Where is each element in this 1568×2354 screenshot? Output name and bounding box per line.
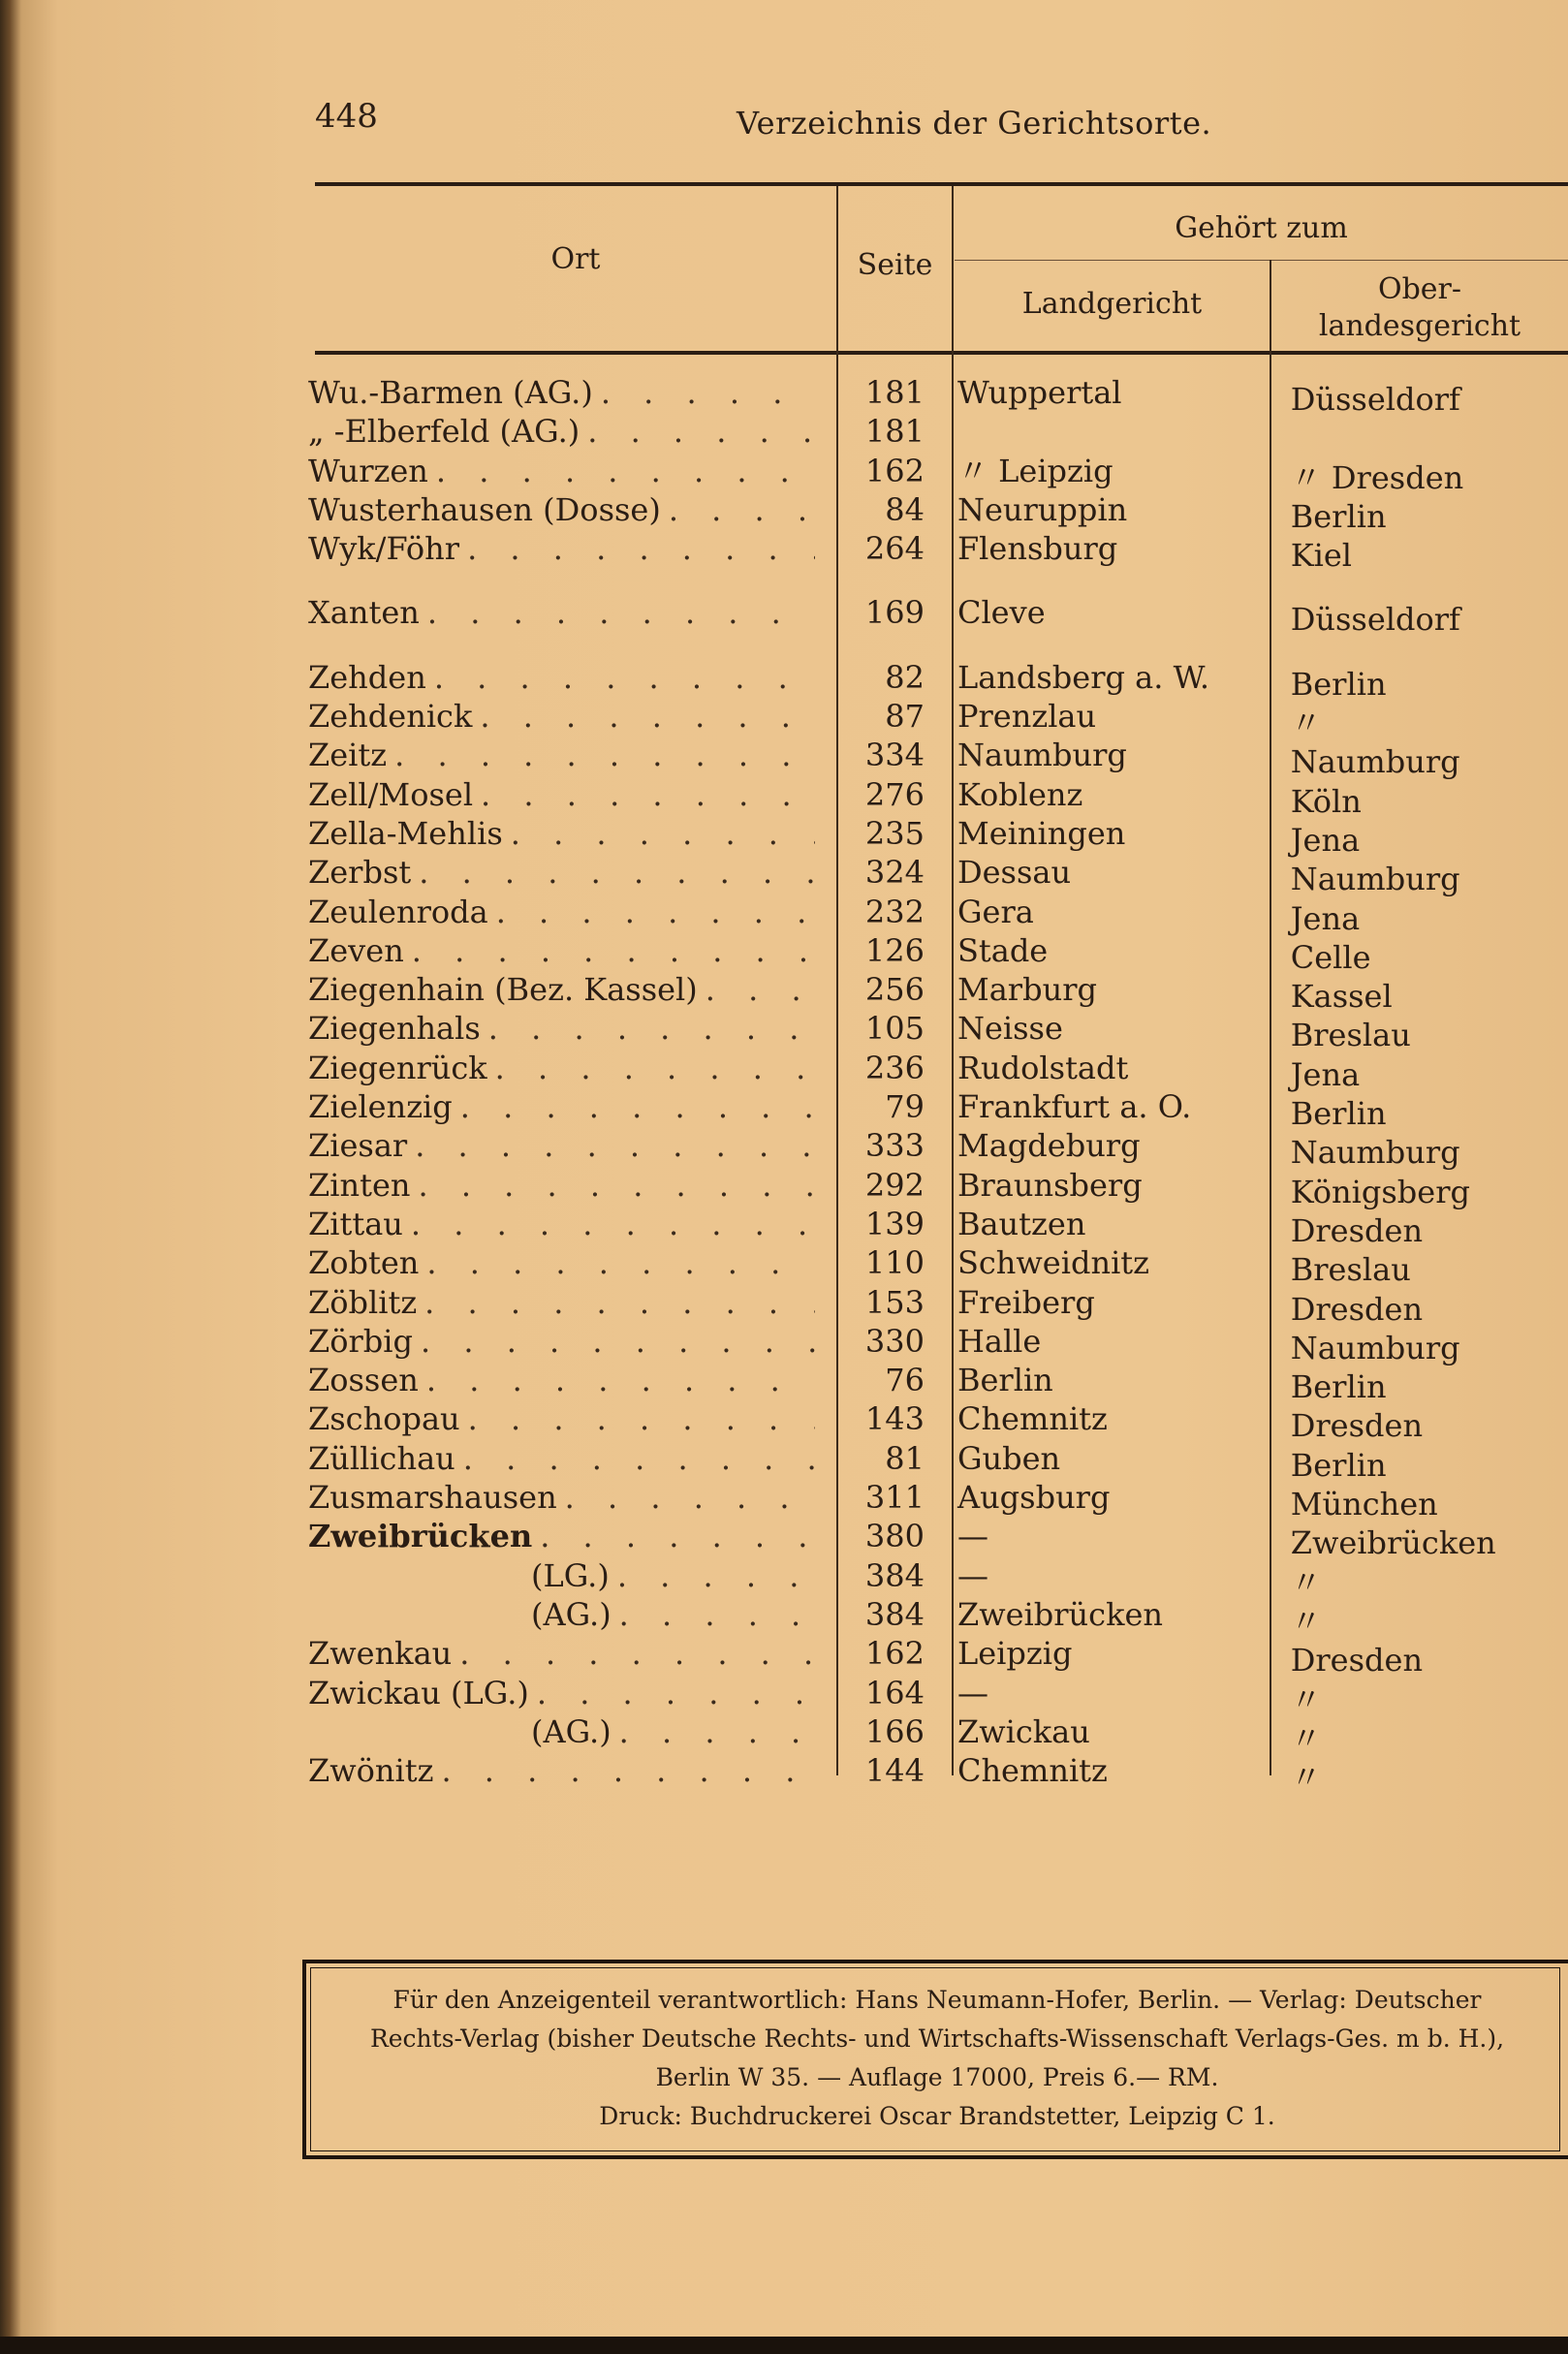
cell-oberlandesgericht: München	[1290, 1486, 1438, 1523]
cell-oberlandesgericht	[1273, 419, 1568, 457]
cell-seite: 169	[864, 594, 925, 632]
cell-ort	[308, 1712, 815, 1751]
letter-group-z	[308, 658, 1568, 1797]
place-name: Wu.-Barmen (AG.)	[308, 374, 593, 411]
place-name: (AG.)	[531, 1712, 612, 1750]
dot-leader	[495, 1049, 816, 1087]
cell-seite: 384	[864, 1595, 925, 1633]
table-row	[308, 1205, 1568, 1249]
table-row	[308, 1439, 1568, 1484]
table-row	[308, 658, 1568, 703]
table-row	[308, 1399, 1568, 1445]
cell-oberlandesgericht: Berlin	[1290, 497, 1387, 535]
cell-oberlandesgericht: Kassel	[1290, 978, 1393, 1016]
cell-landgericht: Landsberg a. W.	[956, 658, 1210, 696]
cell-ort	[308, 1517, 815, 1555]
cell-ort	[308, 775, 815, 814]
cell-seite: 105	[864, 1010, 925, 1048]
cell-ort	[308, 814, 815, 853]
cell-seite: 162	[864, 452, 925, 489]
place-name: Zeulenroda	[308, 893, 488, 930]
dot-leader	[488, 1009, 815, 1048]
imprint-box	[302, 1960, 1568, 2159]
cell-seite: 384	[864, 1556, 925, 1594]
cell-oberlandesgericht: Dresden	[1290, 1290, 1424, 1328]
dot-leader	[394, 736, 815, 774]
cell-landgericht: Koblenz	[956, 775, 1083, 813]
table-row	[308, 373, 1568, 418]
cell-ort	[308, 452, 815, 490]
cell-landgericht: Cleve	[956, 594, 1046, 632]
page-number: 448	[315, 97, 378, 136]
cell-landgericht: Neuruppin	[956, 490, 1128, 528]
cell-landgericht: —	[956, 1518, 988, 1555]
place-name: Zörbig	[308, 1322, 413, 1360]
cell-ort	[308, 893, 815, 931]
table-row	[308, 697, 1568, 742]
cell-landgericht: Bautzen	[956, 1205, 1086, 1242]
dot-leader	[460, 1087, 815, 1126]
cell-oberlandesgericht: Berlin	[1290, 1446, 1387, 1484]
cell-oberlandesgericht: Berlin	[1290, 665, 1387, 703]
cell-seite: 87	[885, 698, 925, 736]
cell-oberlandesgericht: Kiel	[1290, 537, 1353, 575]
cell-seite: 256	[864, 971, 925, 1009]
dot-leader	[617, 1556, 815, 1595]
dot-leader	[480, 697, 815, 736]
table-row	[308, 814, 1568, 859]
cell-oberlandesgericht: Dresden	[1290, 1407, 1424, 1445]
cell-landgericht: Gera	[956, 893, 1034, 930]
header-bottom-rule	[315, 351, 1568, 355]
cell-seite: 330	[864, 1322, 925, 1360]
table-row	[308, 893, 1568, 937]
cell-oberlandesgericht: 〃	[1290, 1680, 1322, 1718]
cell-landgericht: Neisse	[956, 1010, 1063, 1048]
header-ort: Ort	[550, 242, 601, 276]
cell-seite: 334	[864, 737, 925, 774]
place-name: Ziegenhain (Bez. Kassel)	[308, 971, 698, 1009]
table-row	[308, 736, 1568, 781]
place-name: Zweibrücken	[308, 1518, 533, 1555]
header-ober-line2: landesgericht	[1318, 309, 1521, 343]
table-row	[308, 931, 1568, 976]
place-name: Züllichau	[308, 1439, 455, 1477]
dot-leader	[463, 1439, 815, 1478]
dot-leader	[540, 1517, 815, 1555]
cell-ort	[308, 853, 815, 892]
table-row	[308, 1478, 1568, 1523]
cell-seite: 110	[864, 1244, 925, 1282]
place-name: Zwenkau	[308, 1635, 453, 1673]
cell-seite: 76	[885, 1362, 925, 1399]
dot-leader	[427, 593, 815, 632]
dot-leader	[468, 1399, 816, 1438]
cell-seite: 84	[885, 490, 925, 528]
cell-oberlandesgericht: Köln	[1290, 782, 1362, 820]
cell-landgericht: Augsburg	[956, 1479, 1111, 1517]
cell-ort	[308, 658, 815, 697]
table-row	[308, 1126, 1568, 1172]
place-name: Wyk/Föhr	[308, 530, 460, 568]
cell-seite: 264	[864, 530, 925, 568]
table-row	[308, 1634, 1568, 1679]
gehoert-zum-rule	[955, 260, 1568, 261]
header-gehoert-zum: Gehört zum	[1175, 211, 1348, 245]
cell-oberlandesgericht: Jena	[1290, 1055, 1361, 1093]
imprint-line: Für den Anzeigenteil verantwortlich: Hans Neumann-Hofer, Berlin. — Verlag: Deutscher	[392, 1986, 1482, 2014]
place-name: Zittau	[308, 1205, 403, 1242]
cell-landgericht: Marburg	[956, 971, 1097, 1009]
cell-seite: 333	[864, 1127, 925, 1165]
place-name: Zehden	[308, 658, 426, 696]
cell-landgericht: Schweidnitz	[956, 1244, 1150, 1282]
cell-seite: 79	[885, 1088, 925, 1126]
cell-seite: 143	[864, 1400, 925, 1438]
cell-ort	[308, 1399, 815, 1438]
place-name: Zwönitz	[308, 1752, 434, 1790]
cell-oberlandesgericht: Naumburg	[1290, 1329, 1460, 1366]
cell-landgericht: Berlin	[956, 1362, 1053, 1399]
cell-oberlandesgericht: Breslau	[1290, 1017, 1411, 1054]
dot-leader	[619, 1712, 816, 1751]
cell-oberlandesgericht: Naumburg	[1290, 861, 1460, 898]
dot-leader	[426, 1243, 815, 1282]
table-row	[308, 970, 1568, 1016]
cell-seite: 276	[864, 775, 925, 813]
cell-ort	[308, 1243, 815, 1282]
cell-ort	[308, 1361, 815, 1399]
place-name: Ziegenhals	[308, 1010, 481, 1048]
cell-oberlandesgericht: Naumburg	[1290, 1134, 1460, 1172]
cell-seite: 162	[864, 1635, 925, 1673]
dot-leader	[412, 931, 815, 970]
dot-leader	[419, 853, 815, 892]
cell-seite: 324	[864, 854, 925, 892]
cell-seite: 144	[864, 1752, 925, 1790]
header-seite: Seite	[857, 248, 933, 282]
table-row	[308, 1556, 1568, 1601]
table-row	[308, 1517, 1568, 1562]
table-body	[308, 373, 1568, 1797]
cell-landgericht: Rudolstadt	[956, 1049, 1129, 1086]
place-name: Zell/Mosel	[308, 775, 474, 813]
cell-oberlandesgericht: Berlin	[1290, 1368, 1387, 1406]
cell-oberlandesgericht: Dresden	[1290, 1211, 1424, 1249]
cell-oberlandesgericht: Dresden	[1290, 1642, 1424, 1679]
cell-ort	[308, 697, 815, 736]
table-row	[308, 1674, 1568, 1718]
cell-oberlandesgericht: Jena	[1290, 899, 1361, 937]
place-name: Zella-Mehlis	[308, 814, 503, 852]
cell-seite: 82	[885, 658, 925, 696]
table-row	[308, 1087, 1568, 1133]
cell-landgericht: Dessau	[956, 854, 1072, 892]
cell-ort	[308, 412, 815, 451]
cell-ort	[308, 1205, 815, 1243]
dot-leader	[669, 490, 815, 529]
cell-oberlandesgericht: Königsberg	[1290, 1173, 1470, 1210]
letter-group-w	[308, 373, 1568, 575]
table-row	[308, 452, 1568, 496]
cell-seite: 232	[864, 893, 925, 930]
cell-landgericht: Naumburg	[956, 737, 1127, 774]
place-name: Zobten	[308, 1244, 420, 1282]
place-name: (AG.)	[531, 1595, 612, 1633]
cell-oberlandesgericht: 〃	[1290, 705, 1322, 742]
table-row	[308, 1283, 1568, 1328]
cell-oberlandesgericht: Berlin	[1290, 1095, 1387, 1133]
dot-leader	[467, 529, 815, 568]
cell-ort	[308, 1439, 815, 1478]
cell-landgericht: Chemnitz	[956, 1400, 1108, 1438]
cell-landgericht: Wuppertal	[956, 374, 1122, 411]
place-name: Zeitz	[308, 737, 388, 774]
table-row	[308, 853, 1568, 898]
cell-ort	[308, 1126, 815, 1165]
cell-seite: 164	[864, 1674, 925, 1711]
cell-landgericht: Guben	[956, 1439, 1061, 1477]
cell-ort	[308, 373, 815, 412]
header-oberlandesgericht	[1271, 271, 1568, 345]
cell-ort	[308, 970, 815, 1009]
cell-ort	[308, 1009, 815, 1048]
dot-leader	[619, 1595, 816, 1634]
table-row	[308, 490, 1568, 535]
cell-seite: 166	[864, 1712, 925, 1750]
cell-ort	[308, 1556, 815, 1595]
cell-landgericht: Stade	[956, 931, 1049, 969]
cell-ort	[308, 1634, 815, 1673]
dot-leader	[511, 814, 815, 853]
cell-ort	[308, 529, 815, 568]
table-row	[308, 1595, 1568, 1640]
dot-leader	[441, 1751, 815, 1790]
table-row	[308, 1009, 1568, 1054]
letter-group-x	[308, 593, 1568, 639]
cell-ort	[308, 1478, 815, 1517]
cell-ort	[308, 736, 815, 774]
cell-seite: 139	[864, 1205, 925, 1242]
dot-leader	[434, 658, 815, 697]
cell-ort	[308, 1087, 815, 1126]
imprint-line: Rechts-Verlag (bisher Deutsche Rechts- und Wirtschafts-Wissenschaft Verlags-Ges. m b. H.),	[369, 2024, 1505, 2053]
place-name: Ziegenrück	[308, 1049, 487, 1086]
dot-leader	[411, 1205, 815, 1243]
place-name: Zusmarshausen	[308, 1479, 557, 1517]
header-landgericht: Landgericht	[1021, 287, 1203, 321]
cell-seite: 235	[864, 814, 925, 852]
cell-oberlandesgericht: Düsseldorf	[1290, 601, 1460, 639]
dot-leader	[436, 452, 815, 490]
cell-seite: 81	[885, 1439, 925, 1477]
cell-oberlandesgericht: Jena	[1290, 821, 1361, 859]
cell-ort	[308, 1322, 815, 1361]
cell-landgericht: Meiningen	[956, 814, 1126, 852]
cell-landgericht: Prenzlau	[956, 698, 1097, 736]
place-name: Zerbst	[308, 854, 412, 892]
cell-landgericht	[946, 412, 1273, 451]
cell-landgericht: Flensburg	[956, 530, 1118, 568]
cell-landgericht: Magdeburg	[956, 1127, 1141, 1165]
cell-seite: 311	[864, 1479, 925, 1517]
cell-ort	[308, 1283, 815, 1322]
top-rule	[315, 182, 1568, 186]
cell-ort	[308, 1166, 815, 1205]
dot-leader	[418, 1166, 815, 1205]
cell-landgericht: Chemnitz	[956, 1752, 1108, 1790]
page-edge	[0, 2337, 1568, 2354]
place-name: Xanten	[308, 594, 420, 632]
dot-leader	[415, 1126, 815, 1165]
cell-landgericht: Leipzig	[956, 1635, 1073, 1673]
cell-seite: 181	[864, 413, 925, 451]
table-row	[308, 1049, 1568, 1093]
cell-oberlandesgericht: Breslau	[1290, 1251, 1411, 1289]
table-row	[308, 1243, 1568, 1289]
place-name: „ -Elberfeld (AG.)	[308, 413, 580, 451]
place-name: Wusterhausen (Dosse)	[308, 490, 661, 528]
dot-leader	[424, 1283, 815, 1322]
dot-leader	[601, 373, 815, 412]
cell-oberlandesgericht: 〃	[1290, 1563, 1322, 1601]
cell-landgericht: Halle	[956, 1322, 1042, 1360]
cell-landgericht: Frankfurt a. O.	[956, 1088, 1192, 1126]
dot-leader	[565, 1478, 816, 1517]
cell-landgericht: Braunsberg	[956, 1166, 1143, 1204]
table-row	[308, 1751, 1568, 1797]
place-name: Zehdenick	[308, 698, 473, 736]
place-name: Zinten	[308, 1166, 411, 1204]
dot-leader	[496, 893, 816, 931]
cell-ort	[308, 490, 815, 529]
imprint-line: Druck: Buchdruckerei Oscar Brandstetter, Leipzig C 1.	[599, 2102, 1275, 2130]
cell-landgericht: Freiberg	[956, 1283, 1095, 1321]
cell-seite: 181	[864, 374, 925, 411]
cell-oberlandesgericht: 〃 Dresden	[1290, 458, 1464, 496]
dot-leader	[459, 1634, 815, 1673]
place-name: Zielenzig	[308, 1088, 453, 1126]
cell-ort	[308, 1049, 815, 1087]
cell-seite: 292	[864, 1166, 925, 1204]
table-row	[308, 775, 1568, 820]
cell-oberlandesgericht: Zweibrücken	[1290, 1524, 1496, 1562]
cell-oberlandesgericht: Düsseldorf	[1290, 381, 1460, 418]
cell-landgericht: —	[956, 1674, 988, 1711]
cell-landgericht: Zwickau	[956, 1712, 1090, 1750]
table-row	[308, 1166, 1568, 1210]
dot-leader	[537, 1674, 815, 1712]
cell-oberlandesgericht: Naumburg	[1290, 743, 1460, 781]
running-title: Verzeichnis der Gerichtsorte.	[737, 105, 1212, 141]
place-name: (LG.)	[531, 1556, 610, 1594]
imprint-line: Berlin W 35. — Auflage 17000, Preis 6.— RM.	[655, 2063, 1219, 2091]
place-name: Ziesar	[308, 1127, 408, 1165]
dot-leader	[706, 970, 815, 1009]
place-name: Zossen	[308, 1362, 419, 1399]
cell-ort	[308, 931, 815, 970]
cell-landgericht: —	[956, 1556, 988, 1594]
table-row	[308, 412, 1568, 451]
cell-landgericht: Zweibrücken	[956, 1595, 1163, 1633]
place-name: Zöblitz	[308, 1283, 418, 1321]
place-name: Zeven	[308, 931, 404, 969]
dot-leader	[481, 775, 815, 814]
cell-seite: 236	[864, 1049, 925, 1086]
dot-leader	[426, 1361, 815, 1399]
cell-seite: 153	[864, 1283, 925, 1321]
cell-seite: 126	[864, 931, 925, 969]
cell-ort	[308, 1751, 815, 1790]
table-row	[308, 1712, 1568, 1757]
place-name: Zschopau	[308, 1400, 460, 1438]
cell-oberlandesgericht: 〃	[1290, 1602, 1322, 1640]
dot-leader	[421, 1322, 815, 1361]
header-ober-line1: Ober-	[1377, 272, 1462, 306]
table-row	[308, 1361, 1568, 1406]
cell-landgericht: 〃 Leipzig	[956, 452, 1113, 489]
cell-oberlandesgericht: 〃	[1290, 1759, 1322, 1797]
place-name: Wurzen	[308, 452, 428, 489]
cell-oberlandesgericht: 〃	[1290, 1719, 1322, 1757]
table-row	[308, 529, 1568, 575]
cell-ort	[308, 1595, 815, 1634]
cell-ort	[308, 593, 815, 632]
cell-seite: 380	[864, 1518, 925, 1555]
place-name: Zwickau (LG.)	[308, 1674, 529, 1711]
table-row	[308, 593, 1568, 639]
cell-ort	[308, 1674, 815, 1712]
cell-oberlandesgericht: Celle	[1290, 938, 1371, 976]
table-row	[308, 1322, 1568, 1366]
dot-leader	[587, 412, 815, 451]
